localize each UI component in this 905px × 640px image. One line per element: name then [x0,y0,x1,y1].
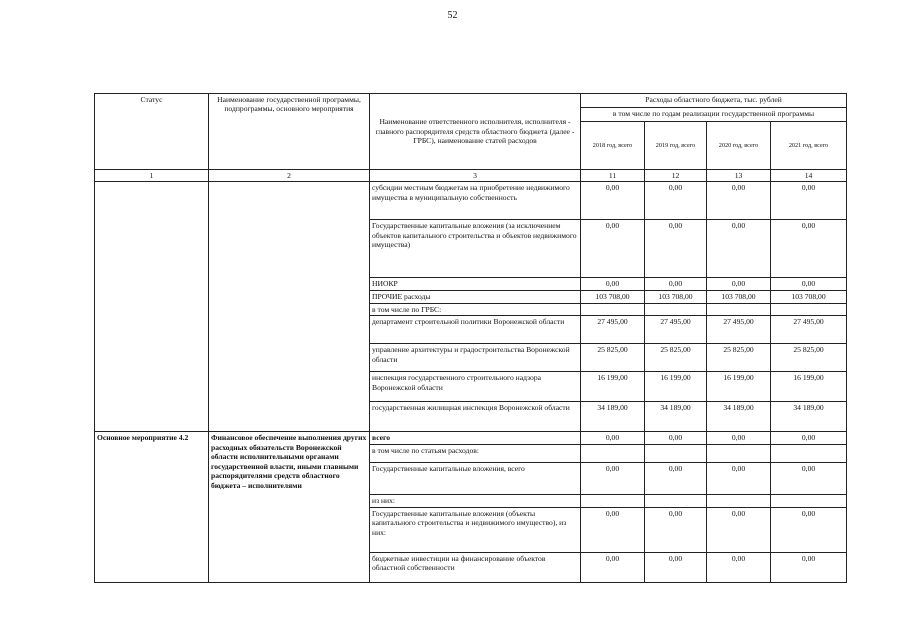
value-2021: 0,00 [771,182,847,220]
header-executor: Наименование ответственного исполнителя, исполнителя - главного распорядителя средств областного бюджета (далее - ГРБС), наименование статей расходов [370,94,581,170]
value-2020 [707,495,771,507]
value-2019: 25 825,00 [645,344,707,372]
value-2021: 0,00 [771,278,847,291]
value-2018: 0,00 [581,432,645,445]
value-2021 [771,445,847,463]
value-2020: 103 708,00 [707,291,771,303]
value-2019 [645,495,707,507]
value-2019: 0,00 [645,552,707,582]
value-2021: 16 199,00 [771,372,847,402]
value-2020: 0,00 [707,552,771,582]
row-label: Государственные капитальные вложения (объекты капитального строительства и недвижимого имущество), из них: [370,507,581,552]
value-2019: 34 189,00 [645,402,707,432]
value-2018: 0,00 [581,463,645,495]
value-2019: 0,00 [645,278,707,291]
row-label: в том числе по статьям расходов: [370,445,581,463]
value-2020: 27 495,00 [707,316,771,344]
header-year: 2021 год, всего [771,122,847,170]
value-2019: 0,00 [645,507,707,552]
table-row [95,182,847,220]
col-number: 11 [581,170,645,182]
row-label: Государственные капитальные вложения (за исключением объектов капитального строительства и объектов недвижимого имущества) [370,220,581,278]
header-year: 2019 год, всего [645,122,707,170]
row-label: НИОКР [370,278,581,291]
value-2021 [771,303,847,315]
value-2019: 27 495,00 [645,316,707,344]
value-2019: 0,00 [645,432,707,445]
value-2020: 0,00 [707,278,771,291]
value-2021: 34 189,00 [771,402,847,432]
col-number: 2 [209,170,370,182]
table-row [95,432,847,445]
value-2018: 16 199,00 [581,372,645,402]
program-cell-empty [209,182,370,432]
value-2018: 103 708,00 [581,291,645,303]
header-expenses: Расходы областного бюджета, тыс. рублей [581,94,847,108]
value-2020 [707,445,771,463]
value-2020 [707,303,771,315]
value-2021: 0,00 [771,552,847,582]
value-2020: 25 825,00 [707,344,771,372]
value-2020: 0,00 [707,463,771,495]
row-label: из них: [370,495,581,507]
status-cell: Основное мероприятие 4.2 [95,432,209,582]
value-2021: 0,00 [771,507,847,552]
value-2019 [645,303,707,315]
value-2020: 0,00 [707,182,771,220]
value-2018: 0,00 [581,220,645,278]
row-label: государственная жилищная инспекция Воронежской области [370,402,581,432]
row-label: ПРОЧИЕ расходы [370,291,581,303]
value-2019: 0,00 [645,463,707,495]
value-2021: 25 825,00 [771,344,847,372]
col-number: 13 [707,170,771,182]
value-2018 [581,495,645,507]
value-2021: 0,00 [771,463,847,495]
value-2020: 0,00 [707,220,771,278]
value-2019 [645,445,707,463]
value-2018: 34 189,00 [581,402,645,432]
header-program: Наименование государственной программы, подпрограммы, основного мероприятия [209,94,370,170]
status-cell-empty [95,182,209,432]
value-2021 [771,495,847,507]
value-2021: 0,00 [771,432,847,445]
row-label: Государственные капитальные вложения, всего [370,463,581,495]
value-2019: 16 199,00 [645,372,707,402]
value-2018: 0,00 [581,182,645,220]
col-number: 3 [370,170,581,182]
budget-table [94,93,847,583]
header-by-years: в том числе по годам реализации государственной программы [581,108,847,122]
value-2020: 16 199,00 [707,372,771,402]
value-2018: 0,00 [581,552,645,582]
value-2021: 27 495,00 [771,316,847,344]
value-2018: 0,00 [581,507,645,552]
value-2020: 0,00 [707,507,771,552]
value-2018: 25 825,00 [581,344,645,372]
header-year: 2020 год, всего [707,122,771,170]
row-label: департамент строительной политики Воронежской области [370,316,581,344]
row-label: всего [370,432,581,445]
value-2020: 34 189,00 [707,402,771,432]
row-label: управление архитектуры и градостроительства Воронежской области [370,344,581,372]
header-status: Статус [95,94,209,170]
header-year: 2018 год, всего [581,122,645,170]
value-2021: 103 708,00 [771,291,847,303]
program-cell: Финансовое обеспечение выполнения других расходных обязательств Воронежской области исполнительными органами государственной власти, иными главными распорядителями средств областного бюджета – исполнителями [209,432,370,582]
row-label: субсидии местным бюджетам на приобретение недвижимого имущества в муниципальную собственность [370,182,581,220]
value-2018 [581,303,645,315]
value-2018 [581,445,645,463]
value-2019: 103 708,00 [645,291,707,303]
col-number: 12 [645,170,707,182]
value-2019: 0,00 [645,220,707,278]
value-2021: 0,00 [771,220,847,278]
row-label: в том числе по ГРБС: [370,303,581,315]
col-number: 1 [95,170,209,182]
row-label: инспекция государственного строительного надзора Воронежской области [370,372,581,402]
col-number: 14 [771,170,847,182]
page-number: 52 [447,10,458,21]
value-2019: 0,00 [645,182,707,220]
value-2020: 0,00 [707,432,771,445]
value-2018: 27 495,00 [581,316,645,344]
row-label: бюджетные инвестиции на финансирование объектов областной собственности [370,552,581,582]
value-2018: 0,00 [581,278,645,291]
